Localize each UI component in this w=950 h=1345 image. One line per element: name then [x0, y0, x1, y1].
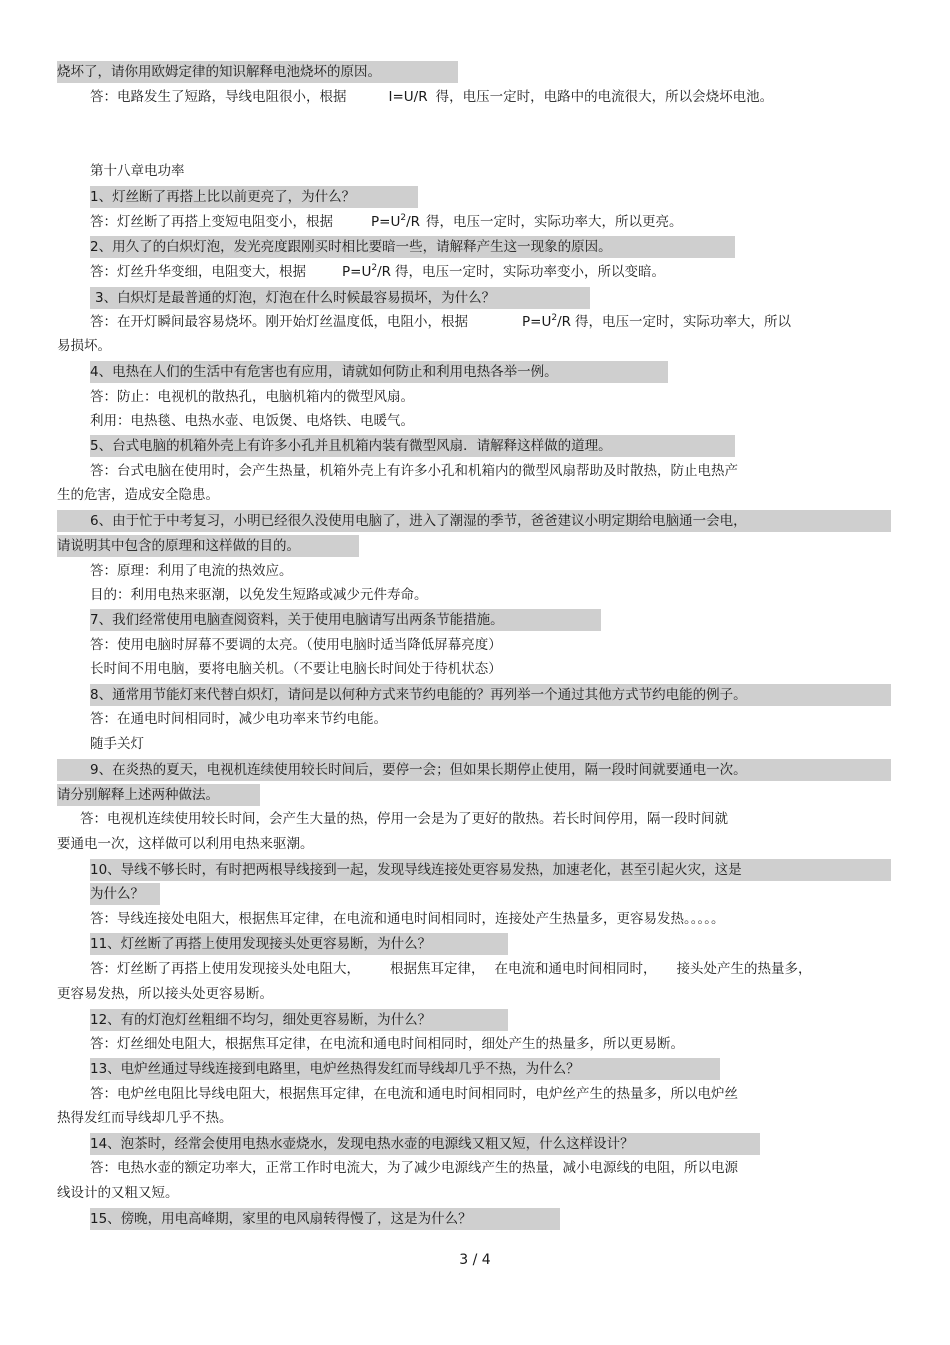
question-line: 11、灯丝断了再搭上使用发现接头处更容易断，为什么？ [90, 933, 508, 955]
answer-line: 答：灯丝细处电阻大，根据焦耳定律，在电流和通电时间相同时，细处产生的热量多，所以更易断。 [90, 1036, 684, 1052]
answer-line: 答：在通电时间相同时，减少电功率来节约电能。 [90, 711, 387, 727]
question-line: 请说明其中包含的原理和这样做的目的。 [57, 535, 359, 557]
answer-line: 答：电炉丝电阻比导线电阻大，根据焦耳定律，在电流和通电时间相同时，电炉丝产生的热量多，所以电炉丝 [90, 1086, 738, 1102]
answer-line: 答：台式电脑在使用时，会产生热量，机箱外壳上有许多小孔和机箱内的微型风扇帮助及时散热，防止电热产 [90, 463, 738, 479]
answer-line: 答：使用电脑时屏幕不要调的太亮。（使用电脑时适当降低屏幕亮度） [90, 637, 502, 653]
answer-line: 线设计的又粗又短。 [57, 1185, 179, 1201]
answer-line: 长时间不用电脑，要将电脑关机。（不要让电脑长时间处于待机状态） [90, 661, 502, 677]
question-line: 15、傍晚，用电高峰期，家里的电风扇转得慢了，这是为什么？ [90, 1208, 560, 1230]
question-line: 为什么？ [90, 883, 160, 905]
question-line: 烧坏了，请你用欧姆定律的知识解释电池烧坏的原因。 [57, 61, 458, 83]
question-line: 请分别解释上述两种做法。 [57, 784, 260, 806]
chapter-title: 第十八章电功率 [90, 163, 185, 179]
answer-line: 热得发红而导线却几乎不热。 [57, 1110, 233, 1126]
question-line: 5、台式电脑的机箱外壳上有许多小孔并且机箱内装有微型风扇．请解释这样做的道理。 [90, 435, 735, 457]
question-line: 13、电炉丝通过导线连接到电路里，电炉丝热得发红而导线却几乎不热，为什么？ [90, 1058, 720, 1080]
page-number: 3 / 4 [459, 1252, 491, 1268]
answer-line: 答：防止：电视机的散热孔，电脑机箱内的微型风扇。 [90, 389, 414, 405]
question-line: 6、由于忙于中考复习，小明已经很久没使用电脑了，进入了潮湿的季节，爸爸建议小明定期给电脑通一会电， [57, 510, 891, 532]
answer-line: 答：原理：利用了电流的热效应。 [90, 563, 293, 579]
answer-line: 答：导线连接处电阻大，根据焦耳定律，在电流和通电时间相同时，连接处产生热量多，更容易发热。。。。。 [90, 911, 725, 927]
question-line: 1、灯丝断了再搭上比以前更亮了，为什么？ [90, 186, 418, 208]
answer-line: 答：灯丝断了再搭上使用发现接头处电阻大， 根据焦耳定律， 在电流和通电时间相同时， 接头处产生的热量多， [90, 961, 812, 977]
question-line: 12、有的灯泡灯丝粗细不均匀，细处更容易断，为什么？ [90, 1009, 508, 1031]
question-line: 14、泡茶时，经常会使用电热水壶烧水，发现电热水壶的电源线又粗又短，什么这样设计？ [90, 1133, 760, 1155]
answer-line: 答：在开灯瞬间最容易烧坏。刚开始灯丝温度低，电阻小，根据 $P=U^2/R$ 得，电压一定时，实际功率大，所以 [90, 313, 792, 330]
answer-line: 答：灯丝断了再搭上变短电阻变小，根据 $P=U^2/R$ 得，电压一定时，实际功率大，所以更亮。 [90, 213, 683, 230]
answer-line: 答：灯丝升华变细，电阻变大，根据 $P=U^2/R$ 得，电压一定时，实际功率变小，所以变暗。 [90, 263, 666, 280]
answer-line: 目的：利用电热来驱潮，以免发生短路或减少元件寿命。 [90, 587, 428, 603]
question-line: 8、通常用节能灯来代替白炽灯，请问是以何种方式来节约电能的？再列举一个通过其他方式节约电能的例子。 [90, 684, 891, 706]
answer-line: 易损坏。 [57, 338, 111, 354]
answer-line: 答：电视机连续使用较长时间，会产生大量的热，停用一会是为了更好的散热。若长时间停用，隔一段时间就 [80, 811, 728, 827]
question-line: 7、我们经常使用电脑查阅资料，关于使用电脑请写出两条节能措施。 [90, 609, 601, 631]
answer-line: 利用：电热毯、电热水壶、电饭煲、电烙铁、电暖气。 [90, 413, 414, 429]
question-line: 4、电热在人们的生活中有危害也有应用，请就如何防止和利用电热各举一例。 [90, 361, 668, 383]
question-line: 3、白炽灯是最普通的灯泡，灯泡在什么时候最容易损坏，为什么？ [90, 287, 590, 309]
question-line: 10、导线不够长时，有时把两根导线接到一起，发现导线连接处更容易发热，加速老化，甚至引起火灾，这是 [90, 859, 891, 881]
answer-line: 生的危害，造成安全隐患。 [57, 487, 219, 503]
answer-line: 随手关灯 [90, 736, 144, 752]
question-line: 2、用久了的白炽灯泡，发光亮度跟刚买时相比要暗一些，请解释产生这一现象的原因。 [90, 236, 735, 258]
answer-line: 答：电路发生了短路，导线电阻很小，根据 I=U/R 得，电压一定时，电路中的电流很大，所以会烧坏电池。 [90, 89, 774, 105]
answer-line: 更容易发热，所以接头处更容易断。 [57, 986, 273, 1002]
answer-line: 要通电一次，这样做可以利用电热来驱潮。 [57, 836, 314, 852]
question-line: 9、在炎热的夏天，电视机连续使用较长时间后，要停一会；但如果长期停止使用，隔一段时间就要通电一次。 [57, 759, 891, 781]
answer-line: 答：电热水壶的额定功率大，正常工作时电流大，为了减少电源线产生的热量，减小电源线的电阻，所以电源 [90, 1160, 738, 1176]
